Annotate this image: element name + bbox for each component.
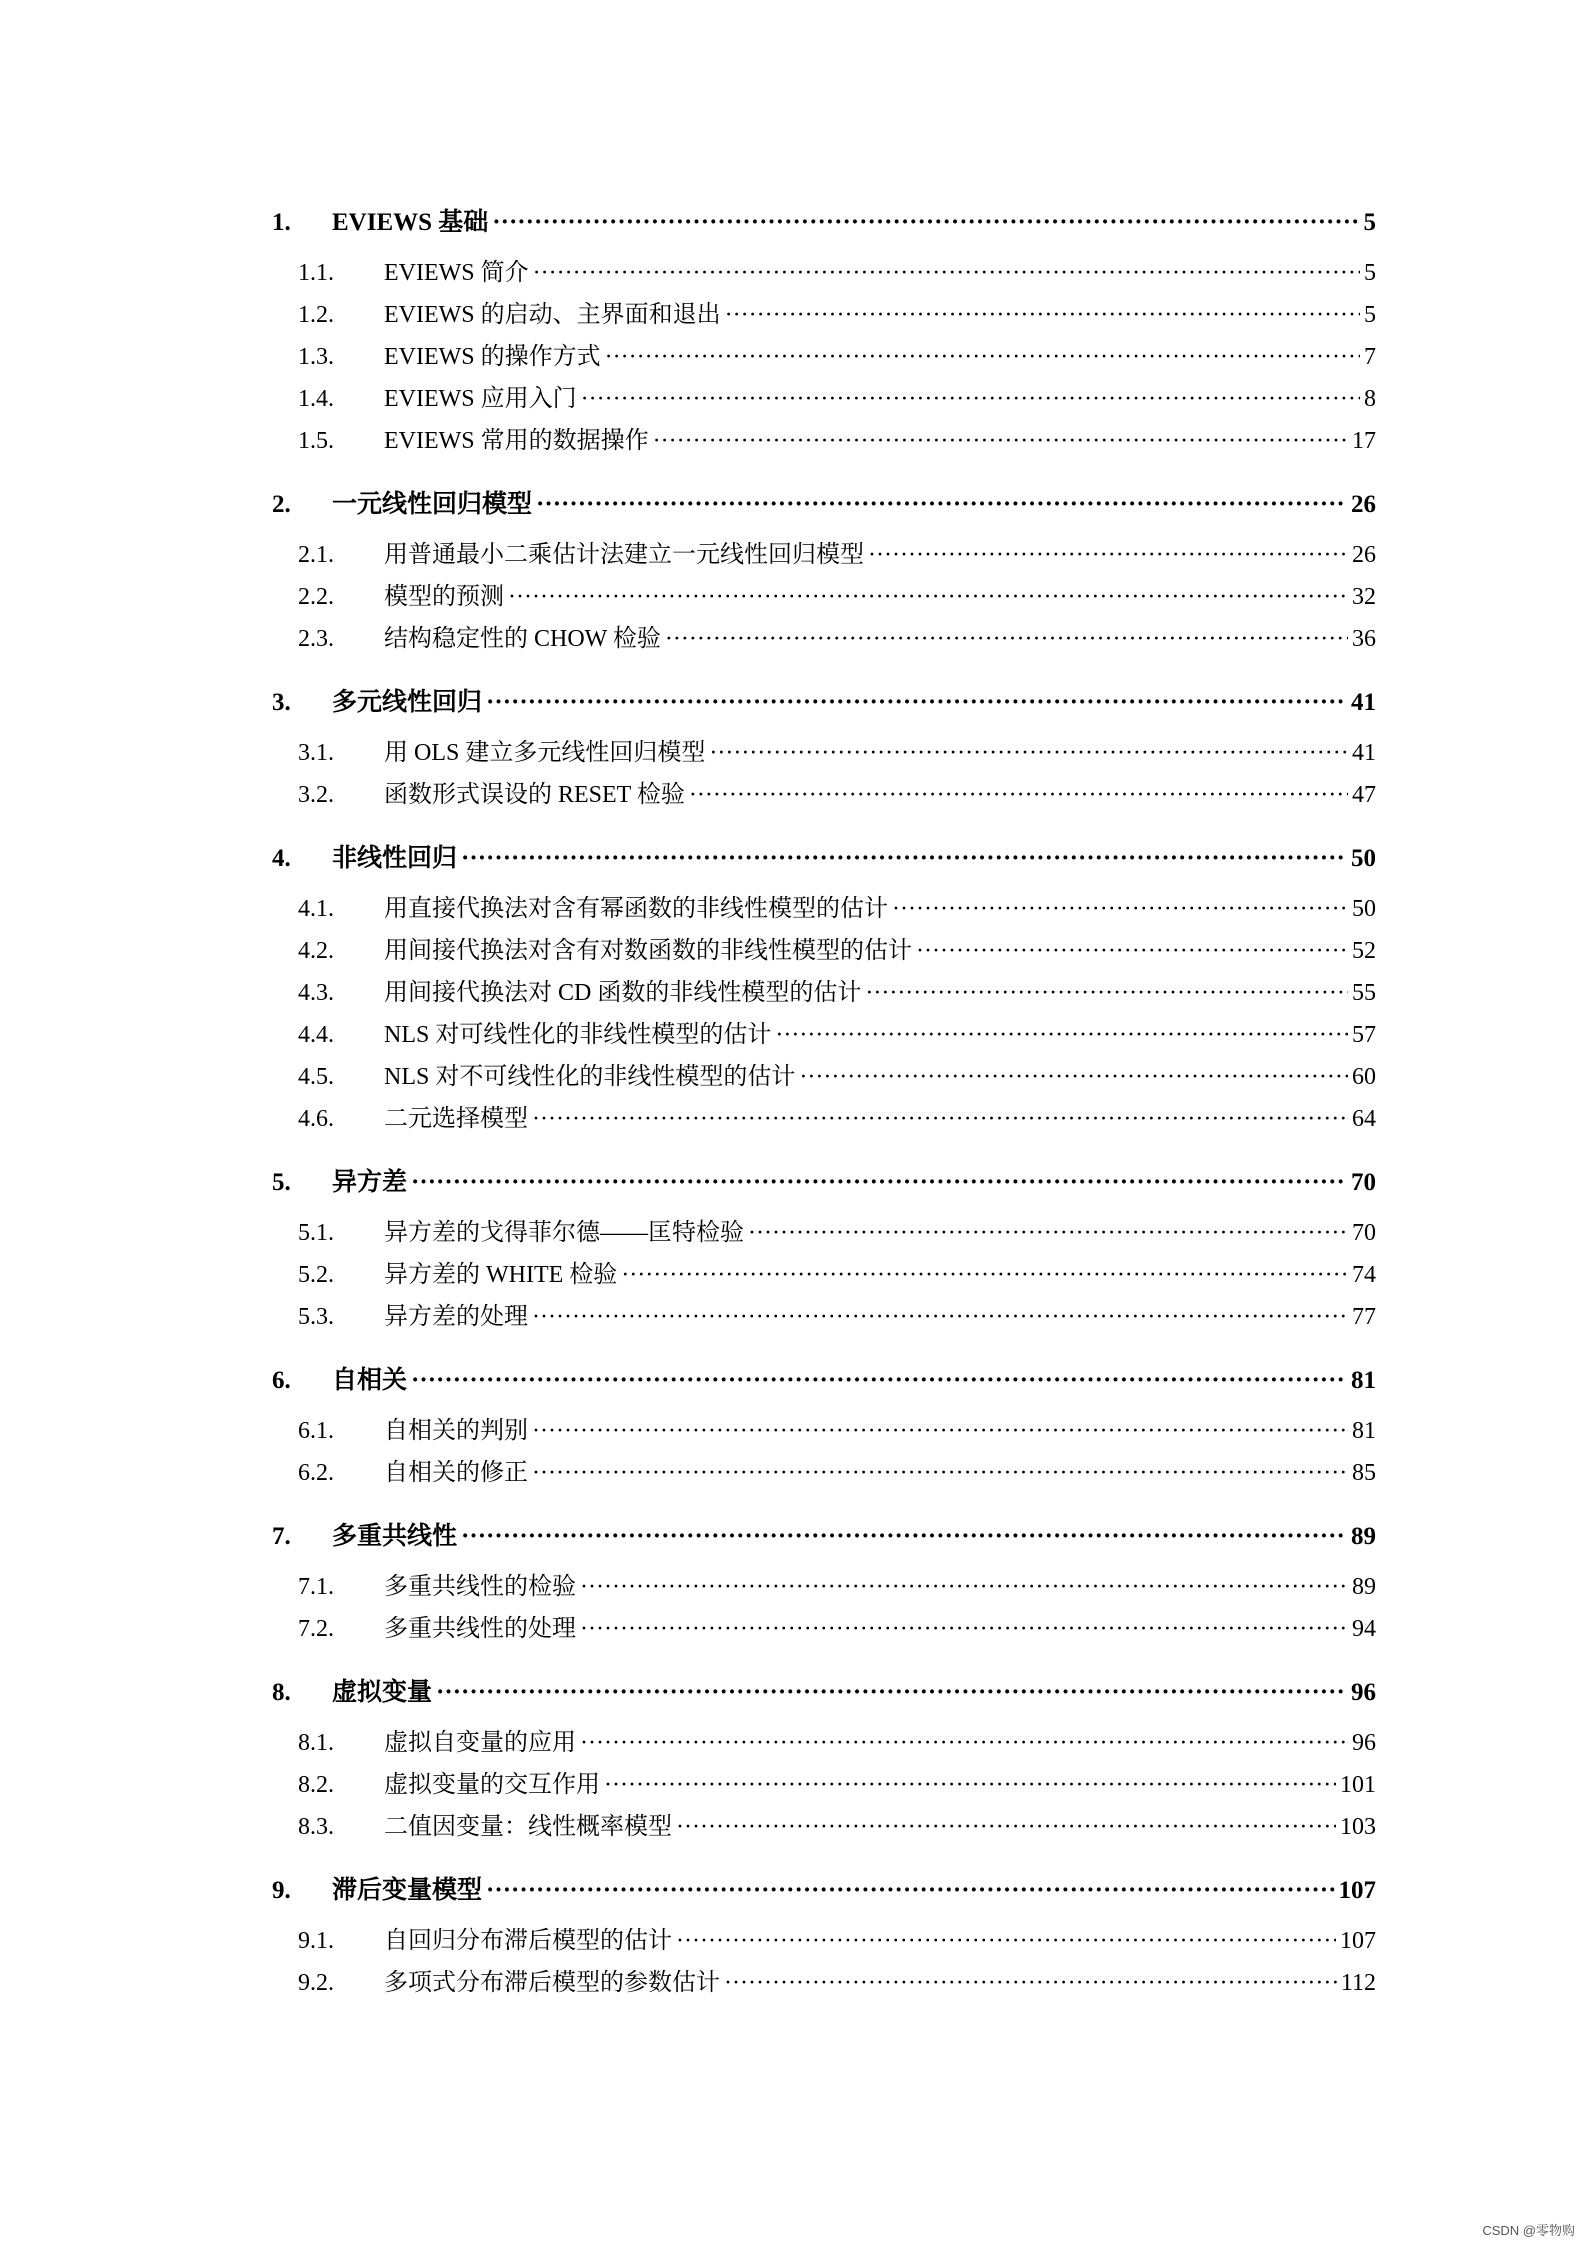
dot-leader bbox=[709, 732, 1348, 774]
section-number: 4.3. bbox=[298, 980, 334, 1006]
chapter-number: 6. bbox=[272, 1367, 291, 1394]
section-number: 1.1. bbox=[298, 260, 334, 286]
section-page: 74 bbox=[1352, 1262, 1376, 1288]
section-title: EVIEWS 的启动、主界面和退出 bbox=[384, 302, 721, 328]
section-page: 81 bbox=[1352, 1418, 1376, 1444]
dot-leader bbox=[486, 1876, 1334, 1906]
section-title: 用 OLS 建立多元线性回归模型 bbox=[384, 740, 706, 766]
dot-leader bbox=[532, 1098, 1348, 1140]
chapter-page: 96 bbox=[1351, 1679, 1376, 1706]
dot-leader bbox=[748, 1212, 1348, 1254]
section-title: EVIEWS 简介 bbox=[384, 260, 529, 286]
chapter-page: 50 bbox=[1351, 845, 1376, 872]
section-title: EVIEWS 应用入门 bbox=[384, 386, 577, 412]
section-title: 二元选择模型 bbox=[384, 1106, 528, 1132]
section-number: 1.4. bbox=[298, 386, 334, 412]
section-title: 多重共线性的检验 bbox=[384, 1574, 576, 1600]
dot-leader bbox=[492, 208, 1359, 238]
chapter-title: 多重共线性 bbox=[332, 1523, 458, 1550]
toc-section[interactable] bbox=[272, 576, 1376, 618]
dot-leader bbox=[725, 294, 1360, 336]
section-title: 多重共线性的处理 bbox=[384, 1616, 576, 1642]
section-title: 用直接代换法对含有幂函数的非线性模型的估计 bbox=[384, 896, 888, 922]
dot-leader bbox=[532, 1296, 1348, 1338]
section-number: 4.2. bbox=[298, 938, 334, 964]
section-title: EVIEWS 常用的数据操作 bbox=[384, 428, 649, 454]
chapter-page: 41 bbox=[1351, 689, 1376, 716]
section-page: 96 bbox=[1352, 1730, 1376, 1756]
section-page: 60 bbox=[1352, 1064, 1376, 1090]
toc-section[interactable] bbox=[272, 420, 1376, 462]
toc-section[interactable] bbox=[272, 1764, 1376, 1806]
chapter-title: EVIEWS 基础 bbox=[332, 209, 489, 236]
toc-section[interactable] bbox=[272, 732, 1376, 774]
dot-leader bbox=[892, 888, 1348, 930]
section-page: 103 bbox=[1340, 1814, 1376, 1840]
toc-section[interactable] bbox=[272, 930, 1376, 972]
section-number: 4.4. bbox=[298, 1022, 334, 1048]
toc-section[interactable] bbox=[272, 294, 1376, 336]
toc-section[interactable] bbox=[272, 1806, 1376, 1848]
dot-leader bbox=[724, 1962, 1337, 2004]
dot-leader bbox=[436, 1678, 1347, 1708]
section-page: 94 bbox=[1352, 1616, 1376, 1642]
section-title: 自相关的修正 bbox=[384, 1460, 528, 1486]
chapter-title: 一元线性回归模型 bbox=[332, 491, 533, 518]
dot-leader bbox=[865, 972, 1348, 1014]
section-number: 2.2. bbox=[298, 584, 334, 610]
toc-chapter[interactable] bbox=[272, 208, 1376, 238]
dot-leader bbox=[799, 1056, 1348, 1098]
section-page: 52 bbox=[1352, 938, 1376, 964]
section-title: 自相关的判别 bbox=[384, 1418, 528, 1444]
chapter-page: 70 bbox=[1351, 1169, 1376, 1196]
chapter-title: 虚拟变量 bbox=[332, 1679, 433, 1706]
watermark: CSDN @零物购 bbox=[1482, 2223, 1575, 2238]
dot-leader bbox=[533, 252, 1360, 294]
toc-section[interactable] bbox=[272, 1566, 1376, 1608]
section-number: 8.1. bbox=[298, 1730, 334, 1756]
dot-leader bbox=[581, 378, 1360, 420]
toc-chapter[interactable] bbox=[272, 1876, 1376, 1906]
section-page: 17 bbox=[1352, 428, 1376, 454]
toc-section[interactable] bbox=[272, 1296, 1376, 1338]
toc-section[interactable] bbox=[272, 1920, 1376, 1962]
dot-leader bbox=[689, 774, 1348, 816]
chapter-number: 9. bbox=[272, 1877, 291, 1904]
dot-leader bbox=[580, 1566, 1348, 1608]
toc-chapter[interactable] bbox=[272, 1168, 1376, 1198]
dot-leader bbox=[621, 1254, 1348, 1296]
chapter-number: 3. bbox=[272, 689, 291, 716]
section-page: 8 bbox=[1364, 386, 1376, 412]
dot-leader bbox=[676, 1920, 1336, 1962]
chapter-number: 7. bbox=[272, 1523, 291, 1550]
toc-section[interactable] bbox=[272, 1254, 1376, 1296]
section-page: 5 bbox=[1364, 302, 1376, 328]
section-title: 虚拟自变量的应用 bbox=[384, 1730, 576, 1756]
dot-leader bbox=[605, 336, 1360, 378]
section-page: 57 bbox=[1352, 1022, 1376, 1048]
chapter-number: 2. bbox=[272, 491, 291, 518]
toc-section[interactable] bbox=[272, 1608, 1376, 1650]
section-number: 7.2. bbox=[298, 1616, 334, 1642]
section-number: 8.3. bbox=[298, 1814, 334, 1840]
toc-section[interactable] bbox=[272, 1212, 1376, 1254]
section-title: 结构稳定性的 CHOW 检验 bbox=[384, 626, 661, 652]
section-page: 89 bbox=[1352, 1574, 1376, 1600]
section-title: EVIEWS 的操作方式 bbox=[384, 344, 601, 370]
toc-chapter[interactable] bbox=[272, 1522, 1376, 1552]
toc-section[interactable] bbox=[272, 1056, 1376, 1098]
chapter-number: 4. bbox=[272, 845, 291, 872]
section-title: 自回归分布滞后模型的估计 bbox=[384, 1928, 672, 1954]
chapter-number: 8. bbox=[272, 1679, 291, 1706]
toc-chapter[interactable] bbox=[272, 844, 1376, 874]
dot-leader bbox=[411, 1168, 1347, 1198]
section-page: 70 bbox=[1352, 1220, 1376, 1246]
toc-chapter[interactable] bbox=[272, 1678, 1376, 1708]
section-number: 9.2. bbox=[298, 1970, 334, 1996]
chapter-title: 多元线性回归 bbox=[332, 689, 483, 716]
chapter-page: 89 bbox=[1351, 1523, 1376, 1550]
toc-section[interactable] bbox=[272, 378, 1376, 420]
chapter-title: 滞后变量模型 bbox=[332, 1877, 483, 1904]
toc-section[interactable] bbox=[272, 888, 1376, 930]
toc-section[interactable] bbox=[272, 1722, 1376, 1764]
dot-leader bbox=[486, 688, 1347, 718]
section-number: 1.5. bbox=[298, 428, 334, 454]
table-of-contents bbox=[272, 208, 1376, 2004]
chapter-number: 5. bbox=[272, 1169, 291, 1196]
toc-section[interactable] bbox=[272, 1098, 1376, 1140]
section-title: 异方差的处理 bbox=[384, 1304, 528, 1330]
section-number: 6.2. bbox=[298, 1460, 334, 1486]
toc-section[interactable] bbox=[272, 618, 1376, 660]
section-title: 异方差的戈得菲尔德——匡特检验 bbox=[384, 1220, 744, 1246]
section-number: 2.1. bbox=[298, 542, 334, 568]
section-number: 4.5. bbox=[298, 1064, 334, 1090]
section-number: 5.2. bbox=[298, 1262, 334, 1288]
section-page: 64 bbox=[1352, 1106, 1376, 1132]
toc-section[interactable] bbox=[272, 1962, 1376, 2004]
section-number: 1.2. bbox=[298, 302, 334, 328]
toc-section[interactable] bbox=[272, 972, 1376, 1014]
section-page: 107 bbox=[1340, 1928, 1376, 1954]
section-page: 5 bbox=[1364, 260, 1376, 286]
section-page: 47 bbox=[1352, 782, 1376, 808]
section-title: NLS 对不可线性化的非线性模型的估计 bbox=[384, 1064, 796, 1090]
dot-leader bbox=[676, 1806, 1336, 1848]
toc-chapter[interactable] bbox=[272, 490, 1376, 520]
section-number: 8.2. bbox=[298, 1772, 334, 1798]
chapter-page: 5 bbox=[1363, 209, 1376, 236]
section-title: 用普通最小二乘估计法建立一元线性回归模型 bbox=[384, 542, 864, 568]
toc-section[interactable] bbox=[272, 774, 1376, 816]
dot-leader bbox=[604, 1764, 1336, 1806]
dot-leader bbox=[775, 1014, 1348, 1056]
dot-leader bbox=[580, 1608, 1348, 1650]
section-number: 5.3. bbox=[298, 1304, 334, 1330]
toc-section[interactable] bbox=[272, 1014, 1376, 1056]
section-number: 2.3. bbox=[298, 626, 334, 652]
dot-leader bbox=[868, 534, 1348, 576]
dot-leader bbox=[532, 1452, 1348, 1494]
dot-leader bbox=[461, 1522, 1347, 1552]
section-title: NLS 对可线性化的非线性模型的估计 bbox=[384, 1022, 772, 1048]
dot-leader bbox=[461, 844, 1347, 874]
section-page: 55 bbox=[1352, 980, 1376, 1006]
section-page: 85 bbox=[1352, 1460, 1376, 1486]
chapter-title: 异方差 bbox=[332, 1169, 408, 1196]
chapter-number: 1. bbox=[272, 209, 291, 236]
section-page: 41 bbox=[1352, 740, 1376, 766]
toc-chapter[interactable] bbox=[272, 1366, 1376, 1396]
section-number: 4.6. bbox=[298, 1106, 334, 1132]
section-title: 多项式分布滞后模型的参数估计 bbox=[384, 1970, 720, 1996]
section-number: 3.1. bbox=[298, 740, 334, 766]
dot-leader bbox=[653, 420, 1348, 462]
section-title: 模型的预测 bbox=[384, 584, 504, 610]
section-page: 77 bbox=[1352, 1304, 1376, 1330]
dot-leader bbox=[916, 930, 1348, 972]
dot-leader bbox=[580, 1722, 1348, 1764]
toc-chapter[interactable] bbox=[272, 688, 1376, 718]
section-title: 异方差的 WHITE 检验 bbox=[384, 1262, 618, 1288]
toc-section[interactable] bbox=[272, 1452, 1376, 1494]
chapter-title: 非线性回归 bbox=[332, 845, 458, 872]
section-number: 1.3. bbox=[298, 344, 334, 370]
section-number: 7.1. bbox=[298, 1574, 334, 1600]
dot-leader bbox=[536, 490, 1347, 520]
dot-leader bbox=[411, 1366, 1347, 1396]
section-page: 101 bbox=[1340, 1772, 1376, 1798]
section-number: 5.1. bbox=[298, 1220, 334, 1246]
section-title: 虚拟变量的交互作用 bbox=[384, 1772, 600, 1798]
dot-leader bbox=[508, 576, 1348, 618]
chapter-page: 107 bbox=[1338, 1877, 1376, 1904]
dot-leader bbox=[532, 1410, 1348, 1452]
chapter-title: 自相关 bbox=[332, 1367, 408, 1394]
dot-leader bbox=[665, 618, 1348, 660]
toc-section[interactable] bbox=[272, 336, 1376, 378]
section-page: 26 bbox=[1352, 542, 1376, 568]
section-number: 9.1. bbox=[298, 1928, 334, 1954]
section-title: 函数形式误设的 RESET 检验 bbox=[384, 782, 685, 808]
toc-section[interactable] bbox=[272, 1410, 1376, 1452]
section-page: 36 bbox=[1352, 626, 1376, 652]
toc-section[interactable] bbox=[272, 252, 1376, 294]
chapter-page: 26 bbox=[1351, 491, 1376, 518]
section-number: 4.1. bbox=[298, 896, 334, 922]
section-title: 用间接代换法对 CD 函数的非线性模型的估计 bbox=[384, 980, 862, 1006]
section-page: 50 bbox=[1352, 896, 1376, 922]
section-number: 6.1. bbox=[298, 1418, 334, 1444]
section-page: 112 bbox=[1340, 1970, 1376, 1996]
toc-section[interactable] bbox=[272, 534, 1376, 576]
section-page: 7 bbox=[1364, 344, 1376, 370]
section-number: 3.2. bbox=[298, 782, 334, 808]
section-title: 二值因变量：线性概率模型 bbox=[384, 1814, 672, 1840]
section-title: 用间接代换法对含有对数函数的非线性模型的估计 bbox=[384, 938, 912, 964]
chapter-page: 81 bbox=[1351, 1367, 1376, 1394]
section-page: 32 bbox=[1352, 584, 1376, 610]
